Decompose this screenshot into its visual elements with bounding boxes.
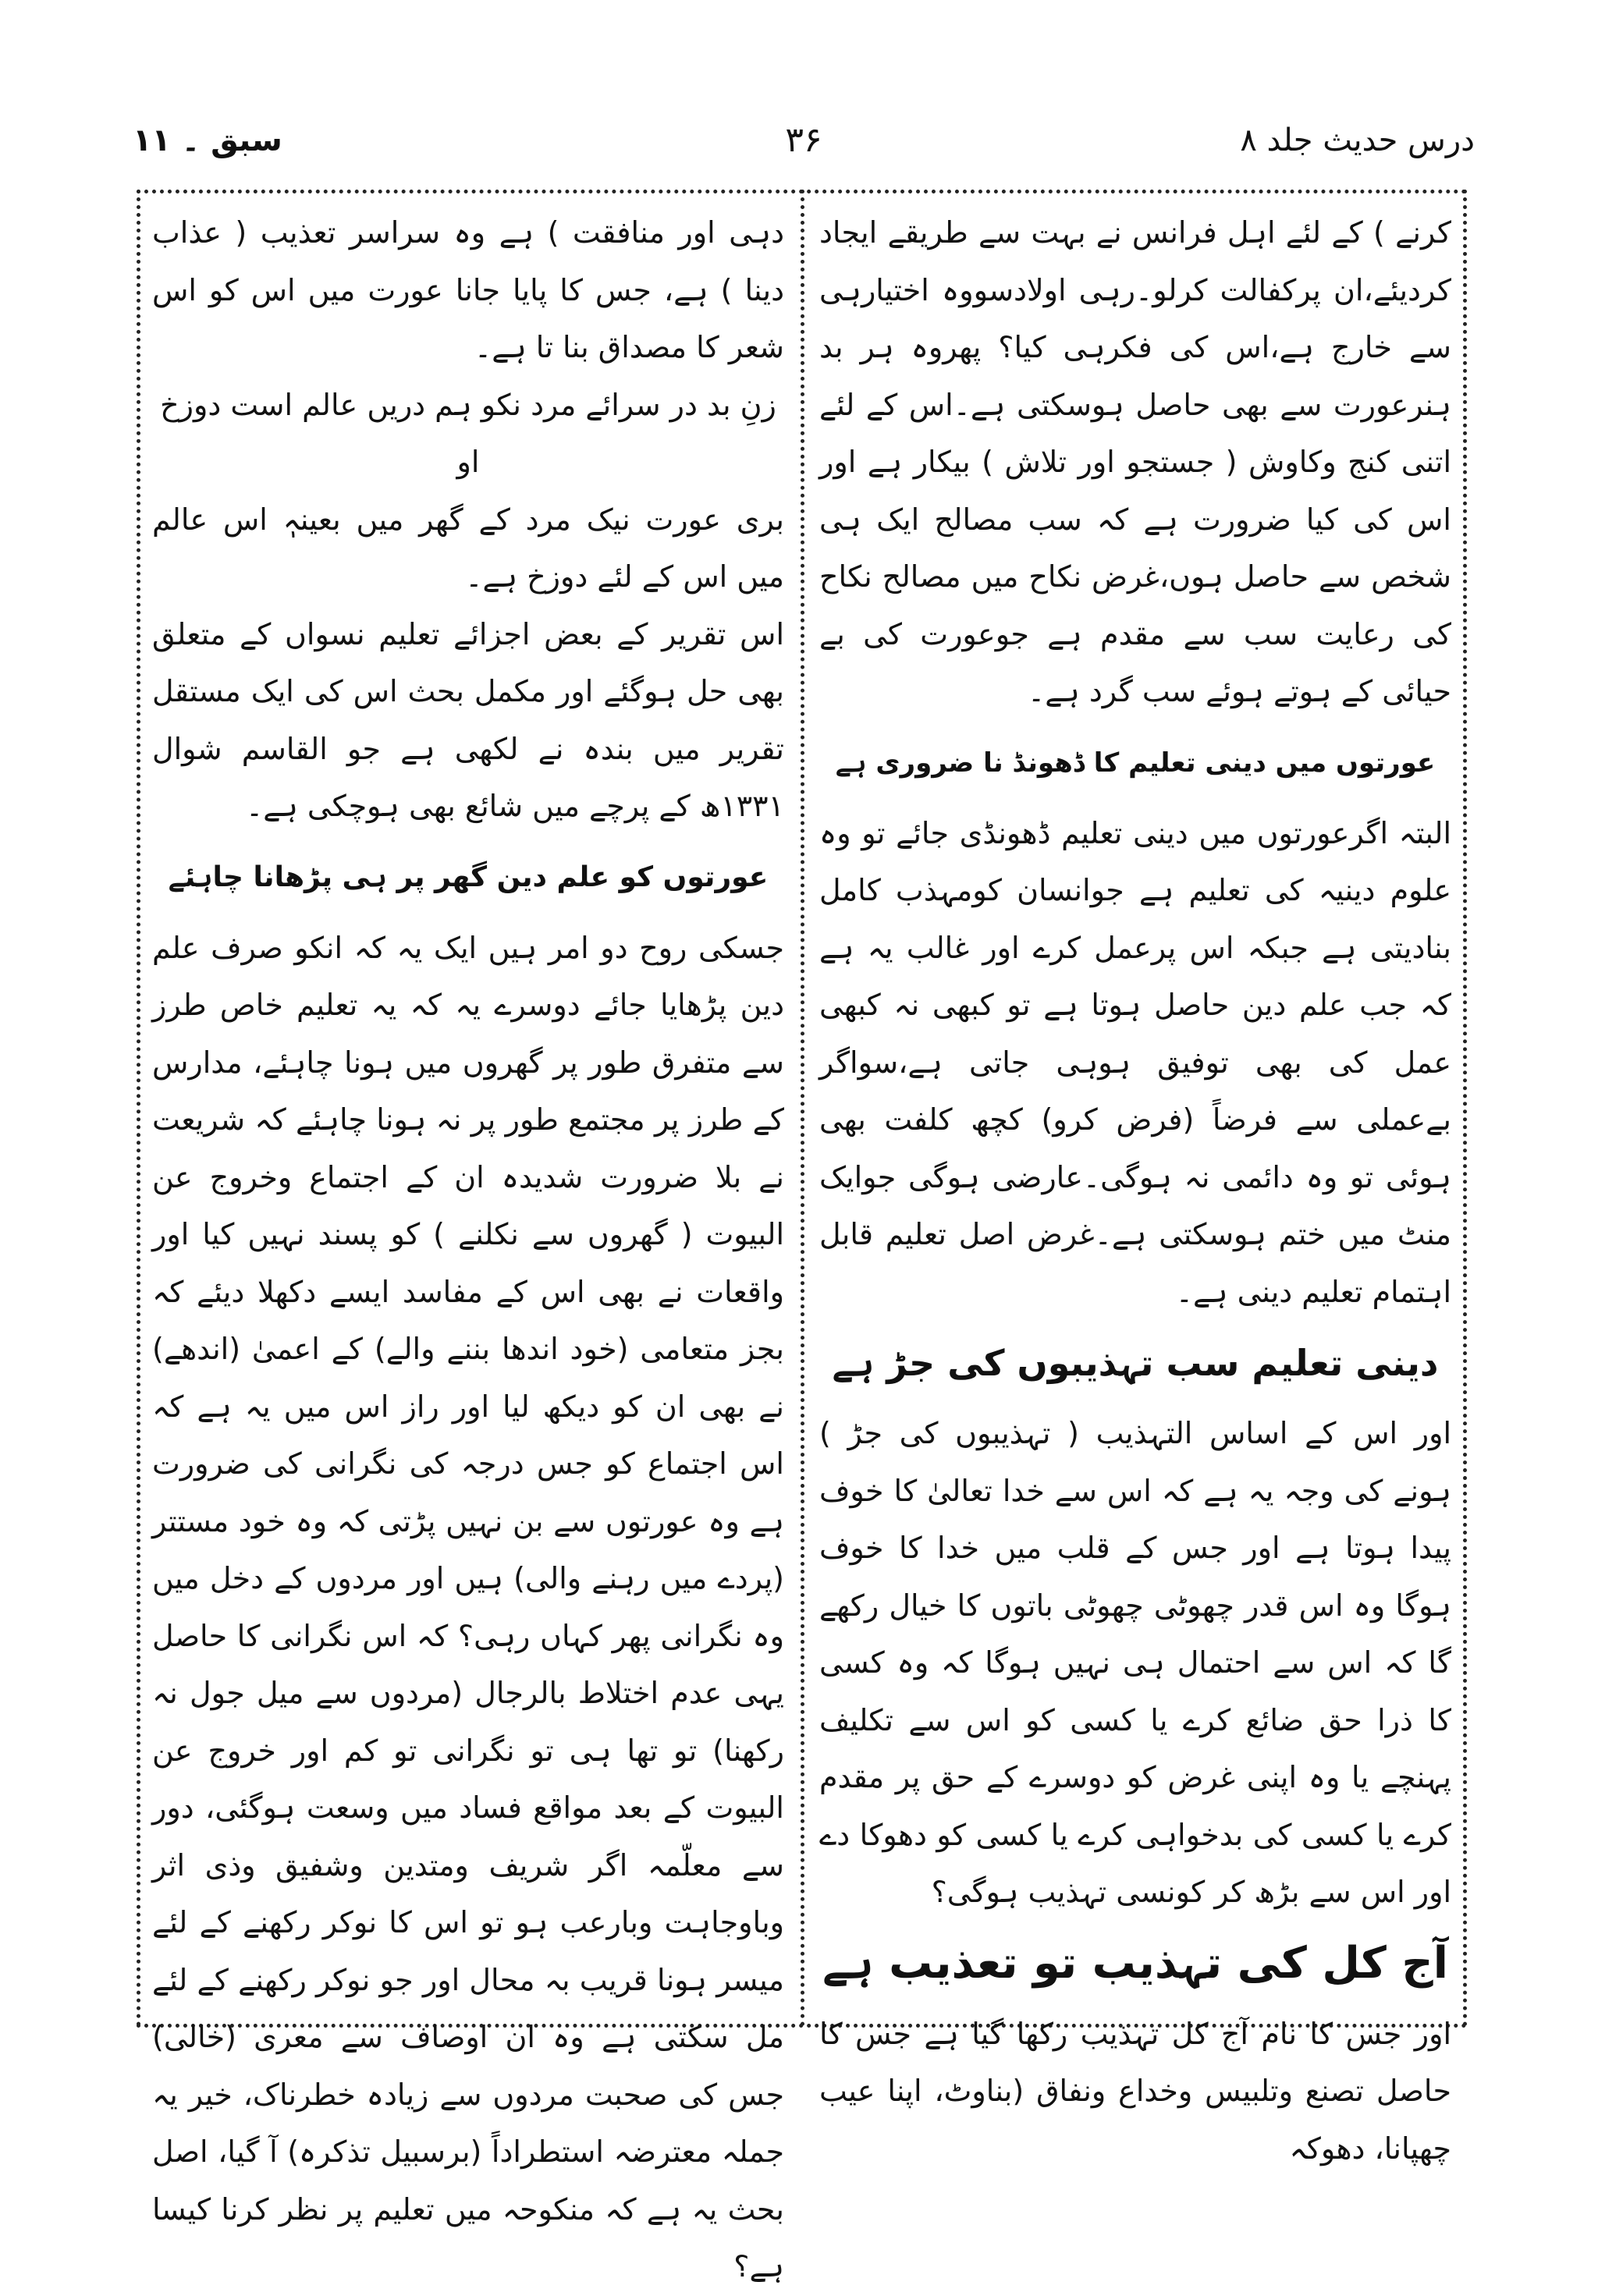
page-number: ۳۶: [785, 120, 822, 160]
section-heading: آج کل کی تہذیب تو تعذیب ہے: [822, 1937, 1448, 1989]
page-header: [133, 117, 1475, 164]
paragraph: اس تقریر کے بعض اجزائے تعلیم نسواں کے متعلق بھی حل ہوگئے اور مکمل بحث اس کی ایک مستقل تقریر میں بندہ نے لکھی ہے جو القاسم شوال ۱۳۳۱ھ کے پرچے میں شائع بھی ہوچکی ہے۔: [152, 616, 784, 823]
section-heading: عورتوں میں دینی تعلیم کا ڈھونڈ نا ضروری ہے: [835, 747, 1436, 779]
left-column: [152, 204, 785, 2284]
paragraph: اور جس کا نام آج کل تہذیب رکھا گیا ہے جس کا حاصل تصنع وتلبیس وخداع ونفاق (بناوٹ، اپنا عیب چھپانا، دھوکہ: [819, 2016, 1451, 2166]
lesson-label: سبق ۔ ۱۱: [133, 122, 282, 158]
section-heading: دینی تعلیم سب تہذیبوں کی جڑ ہے: [832, 1342, 1439, 1384]
paragraph: دہی اور منافقت ) ہے وہ سراسر تعذیب ( عذاب دینا ) ہے، جس کا پایا جانا عورت میں اس کو اس شعر کا مصداق بنا تا ہے۔: [152, 215, 784, 364]
column-divider: [801, 190, 804, 2028]
paragraph: اور اس کے اساس التہذیب ( تہذیبوں کی جڑ ) ہونے کی وجہ یہ ہے کہ اس سے خدا تعالیٰ کا خوف پیدا ہوتا ہے اور جس کے قلب میں خدا کا خوف ہوگا وہ اس قدر چھوٹی چھوٹی باتوں کا خیال رکھے گا کہ اس سے احتمال ہی نہیں ہوگا کہ وہ کسی کا ذرا حق ضائع کرے یا کسی کو اس سے تکلیف پہنچے یا وہ اپنی غرض کو دوسرے کے حق پر مقدم کرے یا کسی کی بدخواہی کرے یا کسی کو دھوکا دے اور اس سے بڑھ کر کونسی تہذیب ہوگی؟: [819, 1416, 1451, 1909]
paragraph: کرنے ) کے لئے اہل فرانس نے بہت سے طریقے ایجاد کردیئے،ان پرکفالت کرلو۔رہی اولادسووہ اختیارہی سے خارج ہے،اس کی فکرہی کیا؟ پھروہ ہر بد ہنرعورت سے بھی حاصل ہوسکتی ہے۔اس کے لئے اتنی کنج وکاوش ( جستجو اور تلاش ) بیکار ہے اور اس کی کیا ضرورت ہے کہ سب مصالح ایک ہی شخص سے حاصل ہوں،غرض نکاح میں مصالح نکاح کی رعایت سب سے مقدم ہے جوعورت کی بے حیائی کے ہوتے ہوئے سب گرد ہے۔: [819, 215, 1451, 708]
section-heading: عورتوں کو علم دین گھر پر ہی پڑھانا چاہئے: [168, 861, 769, 893]
right-column: [819, 204, 1451, 2166]
paragraph: بری عورت نیک مرد کے گھر میں بعینہٖ اس عالم میں اس کے لئے دوزخ ہے۔: [152, 502, 784, 594]
paragraph: جسکی روح دو امر ہیں ایک یہ کہ انکو صرف علم دین پڑھایا جائے دوسرے یہ کہ یہ تعلیم خاص طرز سے متفرق طور پر گھروں میں ہونا چاہئے، مدارس کے طرز پر مجتمع طور پر نہ ہونا چاہئے کہ شریعت نے بلا ضرورت شدیدہ ان کے اجتماع وخروج عن البیوت ( گھروں سے نکلنے ) کو پسند نہیں کیا اور واقعات نے بھی اس کے مفاسد ایسے دکھلا دیئے کہ بجز متعامی (خود اندھا بننے والے) کے اعمیٰ (اندھے) نے بھی ان کو دیکھ لیا اور راز اس میں یہ ہے کہ اس اجتماع کو جس درجہ کی نگرانی کی ضرورت ہے وہ عورتوں سے بن نہیں پڑتی کہ وہ خود مستتر (پردے میں رہنے والی) ہیں اور مردوں کے دخل میں وہ نگرانی پھر کہاں رہی؟ کہ اس نگرانی کا حاصل یہی عدم اختلاط بالرجال (مردوں سے میل جول نہ رکھنا) تو تھا ہی تو نگرانی تو کم اور خروج عن البیوت کے بعد مواقع فساد میں وسعت ہوگئی، دور سے معلّمہ اگر شریف ومتدین وشفیق وذی اثر وباوجاہت وبارعب ہو تو اس کا نوکر رکھنے کے لئے میسر ہونا قریب بہ محال اور جو نوکر رکھنے کے لئے مل سکتی ہے وہ ان اوصاف سے معری (خالی) جس کی صحبت مردوں سے زیادہ خطرناک، خیر یہ جملہ معترضہ استطراداً (برسبیل تذکرہ) آ گیا، اصل بحث یہ ہے کہ منکوحہ میں تعلیم پر نظر کرنا کیسا ہے؟: [152, 930, 785, 2284]
paragraph: البتہ اگرعورتوں میں دینی تعلیم ڈھونڈی جائے تو وہ علوم دینیہ کی تعلیم ہے جوانسان کومہذب کامل بنادیتی ہے جبکہ اس پرعمل کرے اور غالب یہ ہے کہ جب علم دین حاصل ہوتا ہے تو کبھی نہ کبھی عمل کی بھی توفیق ہوہی جاتی ہے،سواگر بےعملی سے فرضاً (فرض کرو) کچھ کلفت بھی ہوئی تو وہ دائمی نہ ہوگی۔عارضی ہوگی جوایک منٹ میں ختم ہوسکتی ہے۔غرض اصل تعلیم قابل اہتمام تعلیم دینی ہے۔: [819, 815, 1451, 1309]
book-title: درس حدیث جلد ۸: [1240, 122, 1475, 158]
persian-verse: زنِ بد در سرائے مرد نکو ہم دریں عالم است دوزخ او: [160, 387, 776, 479]
